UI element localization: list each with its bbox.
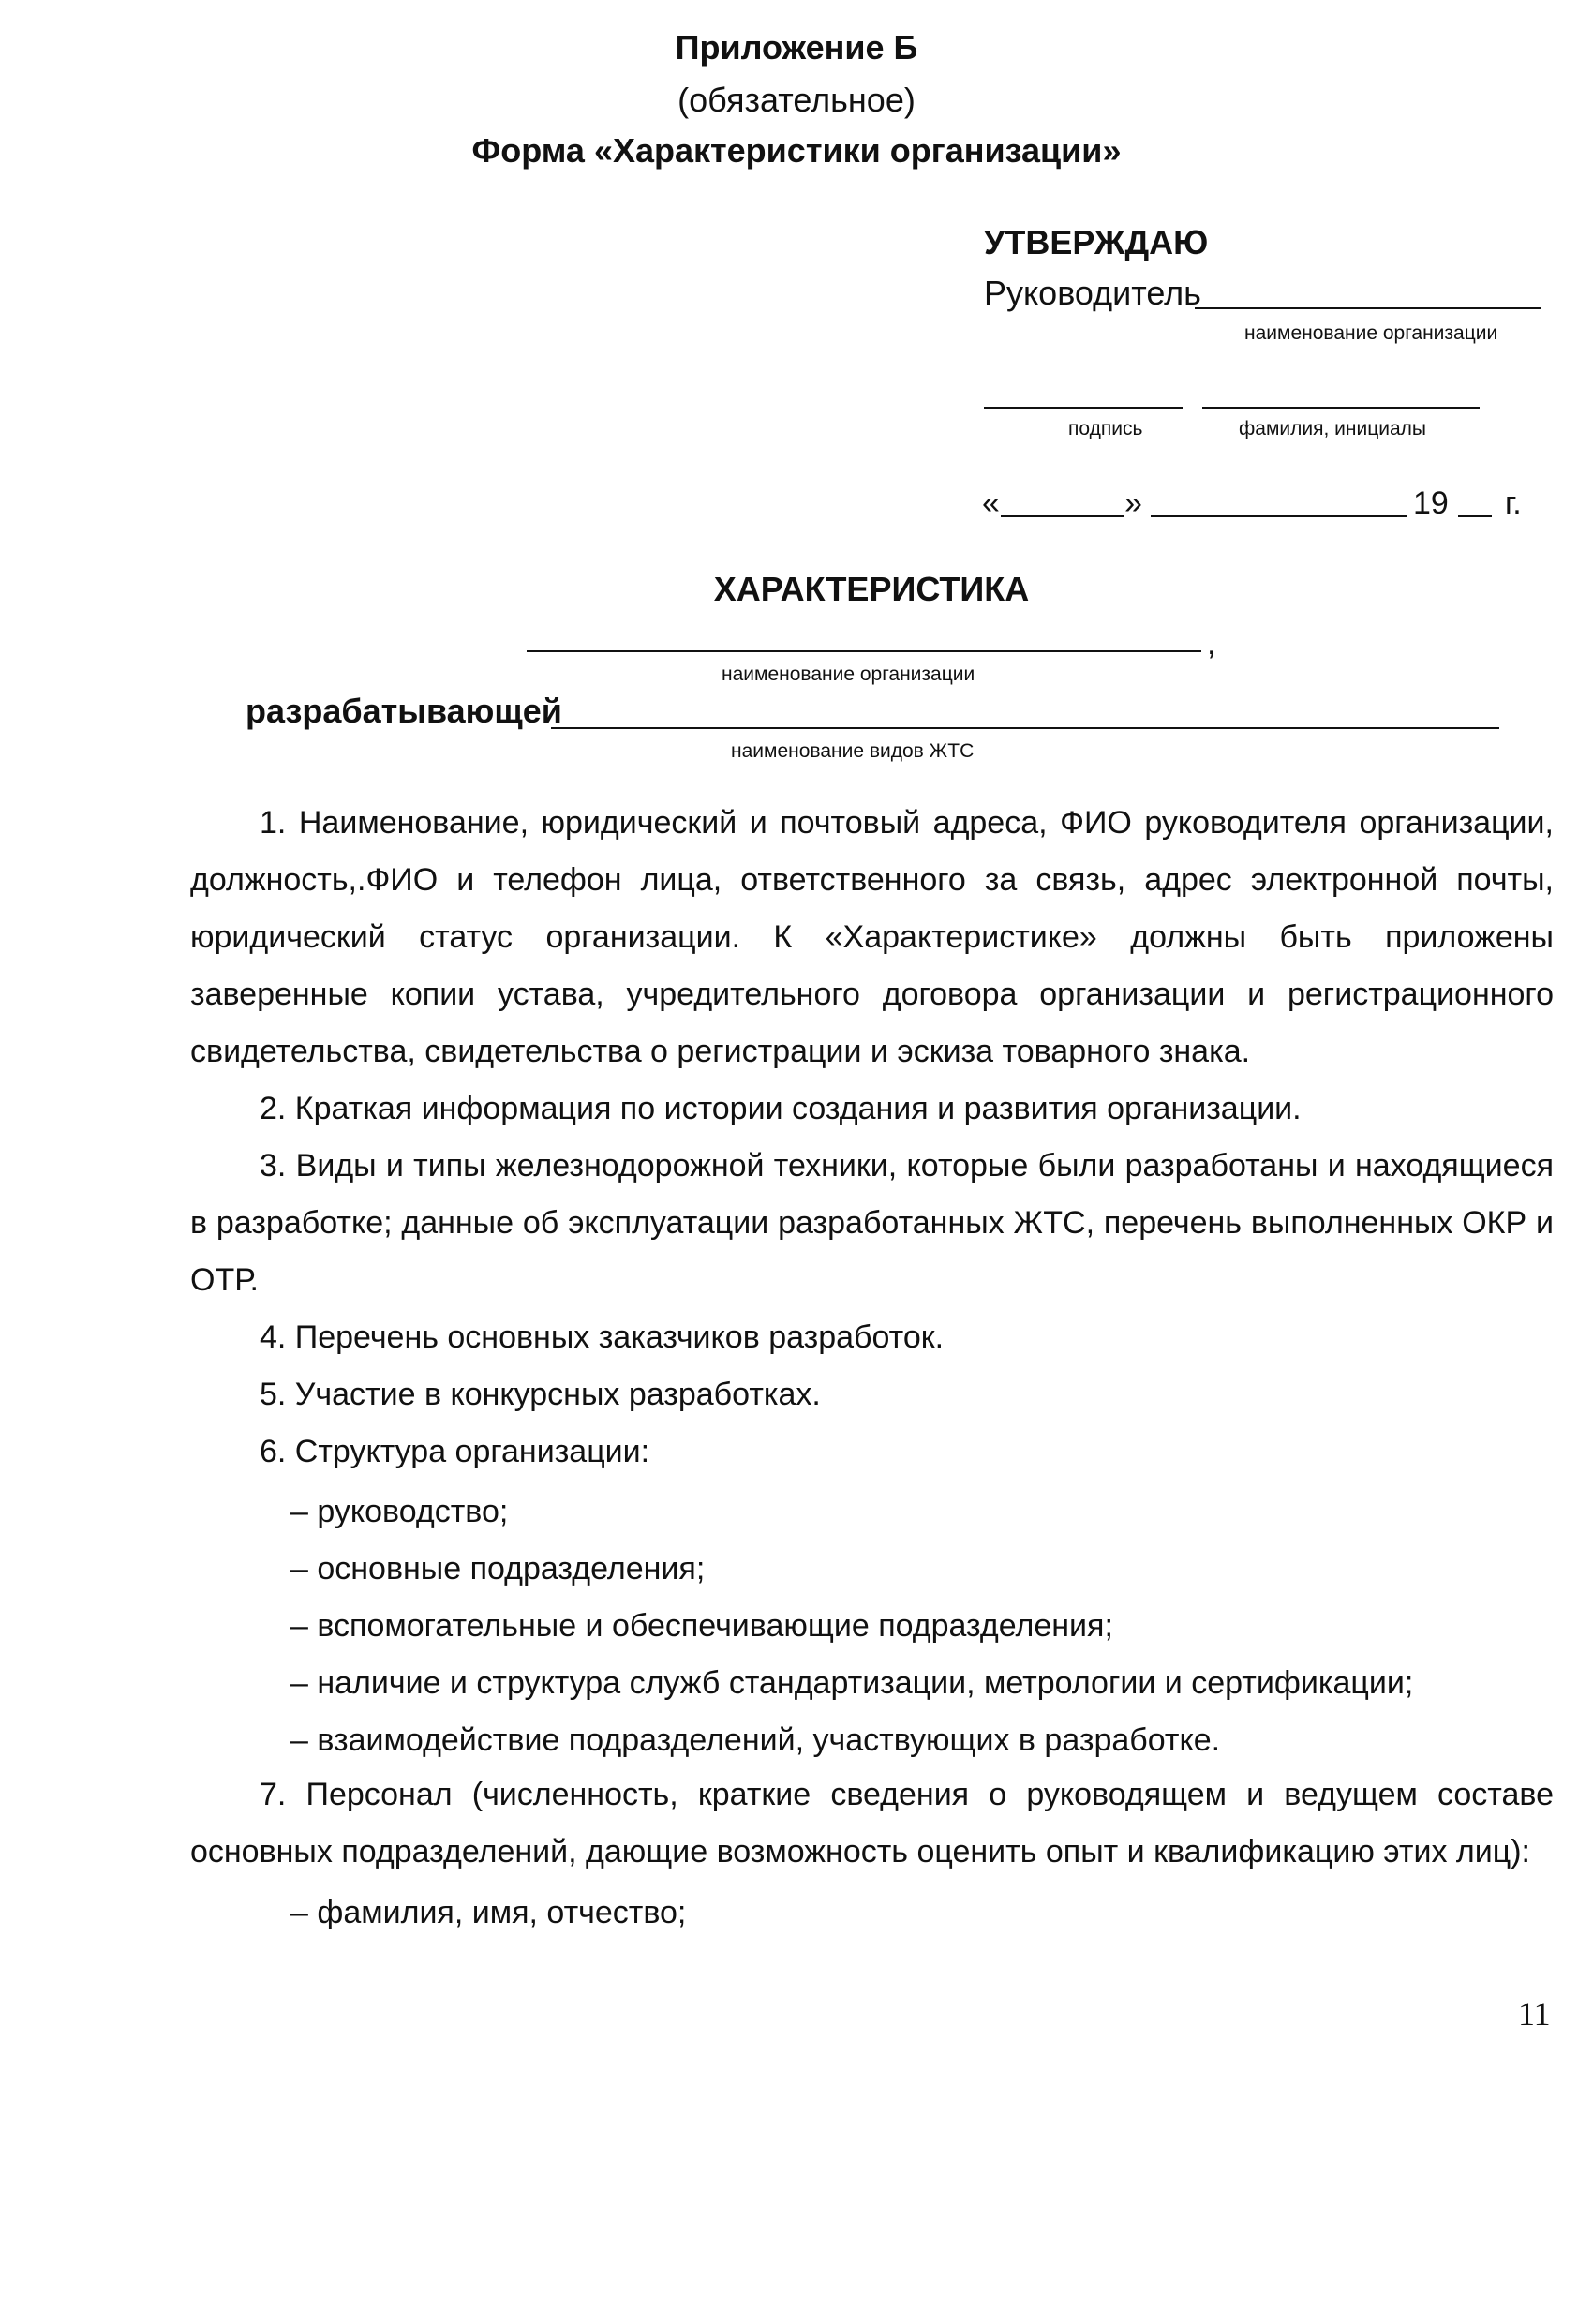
name-line	[1202, 407, 1480, 409]
date-quote-close: »	[1124, 485, 1142, 521]
list-item: – основные подразделения;	[290, 1551, 706, 1587]
page-number: 11	[1518, 1995, 1551, 2033]
developer-label: разрабатывающей	[246, 692, 562, 730]
doc-title: ХАРАКТЕРИСТИКА	[713, 570, 1030, 608]
paragraph-1: 1. Наименование, юридический и почтовый адреса, ФИО руководителя организации, должность,.ФИО и телефон лица, ответственного за связь, адрес электронной почты, юридический статус организации. К «Характеристике» должны быть приложены заверенные копии устава, учредительного договора организации и регистрационного свидетельства, свидетельства о регистрации и эскиза товарного знака.	[190, 805, 1554, 1069]
appendix-label: Приложение Б	[675, 28, 918, 67]
paragraph-7: 7. Персонал (численность, краткие сведения о руководящем и ведущем составе основных подразделений, дающие возможность оценить опыт и квалификацию этих лиц):	[190, 1777, 1554, 1870]
signature-caption: подпись	[1068, 418, 1143, 439]
types-caption: наименование видов ЖТС	[731, 740, 975, 762]
paragraph-3: 3. Виды и типы железнодорожной техники, которые были разработаны и находящиеся в разработке; данные об эксплуатации разработанных ЖТС, перечень выполненных ОКР и ОТР.	[190, 1148, 1554, 1298]
list-item: – наличие и структура служб стандартизации, метрологии и сертификации;	[290, 1665, 1414, 1701]
date-year-suffix: г.	[1505, 485, 1522, 521]
date-year-line	[1458, 515, 1492, 517]
list-item: – фамилия, имя, отчество;	[290, 1895, 687, 1930]
types-line	[551, 727, 1499, 729]
org-name-line	[1195, 307, 1541, 309]
paragraph-6: 6. Структура организации:	[260, 1434, 650, 1469]
name-caption: фамилия, инициалы	[1239, 418, 1426, 439]
date-month-line	[1151, 515, 1407, 517]
paragraph-4: 4. Перечень основных заказчиков разработок.	[260, 1319, 945, 1355]
org-line-comma: ,	[1207, 626, 1216, 662]
list-item: – вспомогательные и обеспечивающие подразделения;	[290, 1608, 1113, 1644]
list-item: – взаимодействие подразделений, участвующих в разработке.	[290, 1722, 1221, 1758]
head-label: Руководитель	[984, 274, 1201, 312]
list-item: – руководство;	[290, 1494, 509, 1529]
mandatory-label: (обязательное)	[677, 81, 916, 119]
org-line	[527, 650, 1201, 652]
paragraph-2: 2. Краткая информация по истории создания и развития организации.	[260, 1091, 1302, 1126]
paragraph-5: 5. Участие в конкурсных разработках.	[260, 1377, 821, 1412]
org-line-caption: наименование организации	[722, 663, 975, 685]
signature-line	[984, 407, 1183, 409]
date-quote-open: «	[982, 485, 1000, 521]
date-year-prefix: 19	[1413, 485, 1449, 521]
org-name-caption: наименование организации	[1244, 322, 1498, 344]
date-day-line	[1001, 515, 1124, 517]
form-title: Форма «Характеристики организации»	[471, 131, 1122, 170]
approve-label: УТВЕРЖДАЮ	[984, 223, 1209, 261]
